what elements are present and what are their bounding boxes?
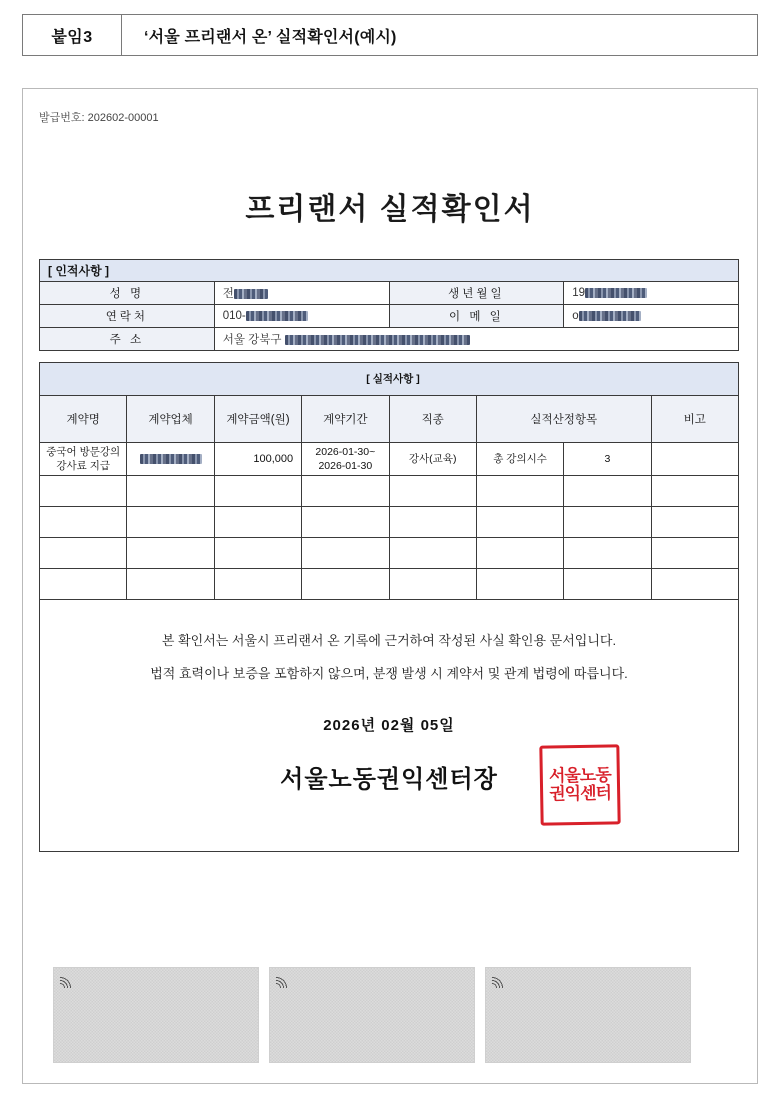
issue-number: 발급번호: 202602-00001 [39,112,159,124]
cell-empty [214,476,301,507]
table-row [40,443,739,476]
redacted-mark [585,288,647,298]
attachment-header [22,14,758,56]
cell-period: 2026-01-30~ 2026-01-30 [302,443,389,476]
redacted-mark [579,311,641,321]
performance-block [39,362,739,852]
statement-box [39,600,739,852]
col-period: 계약기간 [302,396,389,443]
personal-info-table [39,259,739,351]
statement-date: 2026년 02월 05일 [323,717,455,734]
cell-empty [389,507,476,538]
attachment-title: ‘서울 프리랜서 온’ 실적확인서(예시) [144,28,397,46]
document-title: 프리랜서 실적확인서 [245,193,535,226]
redacted-mark [234,289,268,299]
cell-empty [302,476,389,507]
cell-amount: 100,000 [214,443,301,476]
col-company: 계약업체 [127,396,214,443]
statement-line-1: 본 확인서는 서울시 프리랜서 온 기록에 근거하여 작성된 사실 확인용 문서입니다. [161,633,617,648]
email-value: o [564,305,739,328]
thumbnail-3[interactable] [485,967,691,1063]
cell-empty [651,569,738,600]
redacted-mark [140,454,202,464]
official-seal-stamp [539,744,620,825]
cell-empty [476,507,563,538]
cell-empty [651,476,738,507]
col-note: 비고 [651,396,738,443]
cell-empty [127,569,214,600]
signer-name: 서울노동권익센터장 [280,766,498,793]
cell-empty [302,507,389,538]
cell-empty [214,569,301,600]
phone-label: 연락처 [40,305,215,328]
cell-empty [564,507,651,538]
cell-empty [564,476,651,507]
cell-empty [127,538,214,569]
table-row [40,282,739,305]
cell-empty [302,538,389,569]
cell-metric-value: 3 [564,443,651,476]
cell-empty [302,569,389,600]
cell-note [651,443,738,476]
thumbnail-1[interactable] [53,967,259,1063]
performance-table [39,362,739,600]
name-value: 전 [214,282,389,305]
personal-section-heading: [ 인적사항 ] [40,260,739,282]
attachment-tag: 붙임3 [23,15,122,55]
performance-section-heading: [ 실적사항 ] [40,363,739,396]
cell-empty [127,507,214,538]
personal-section-header [40,260,739,282]
cell-empty [40,538,127,569]
personal-info-block [39,259,739,351]
cell-contract-name: 중국어 방문강의 강사료 지급 [40,443,127,476]
table-row [40,476,739,507]
address-label: 주 소 [40,328,215,351]
document-sheet [22,88,758,1084]
statement-line-2: 법적 효력이나 보증을 포함하지 않으며, 분쟁 발생 시 계약서 및 관계 법령에 따릅니다. [150,666,628,681]
thumbnail-2[interactable] [269,967,475,1063]
cell-empty [40,569,127,600]
table-row [40,507,739,538]
table-row [40,305,739,328]
cell-empty [214,507,301,538]
table-row [40,538,739,569]
address-value: 서울 강북구 [214,328,738,351]
cell-empty [127,476,214,507]
name-label: 성 명 [40,282,215,305]
birthdate-value: 19 [564,282,739,305]
cell-metric-label: 총 강의시수 [476,443,563,476]
col-contract-name: 계약명 [40,396,127,443]
cell-empty [214,538,301,569]
redacted-mark [246,311,308,321]
cell-empty [476,538,563,569]
stamp-line-1: 서울노동 [548,765,611,786]
signature-row [40,753,738,807]
cell-empty [651,538,738,569]
col-job: 직종 [389,396,476,443]
cell-empty [389,538,476,569]
cell-empty [389,476,476,507]
cell-empty [476,476,563,507]
cell-empty [476,569,563,600]
col-amount: 계약금액(원) [214,396,301,443]
cell-company [127,443,214,476]
col-metric: 실적산정항목 [476,396,651,443]
cell-empty [40,476,127,507]
cell-job: 강사(교육) [389,443,476,476]
performance-section-header [40,363,739,396]
table-row [40,328,739,351]
table-header-row [40,396,739,443]
cell-empty [389,569,476,600]
cell-empty [564,569,651,600]
phone-value: 010- [214,305,389,328]
email-label: 이 메 일 [389,305,564,328]
cell-empty [564,538,651,569]
redacted-mark [285,335,470,345]
stamp-line-2: 권익센터 [549,783,612,804]
cell-empty [651,507,738,538]
table-row [40,569,739,600]
cell-empty [40,507,127,538]
birthdate-label: 생년월일 [389,282,564,305]
thumbnail-strip [53,967,693,1063]
